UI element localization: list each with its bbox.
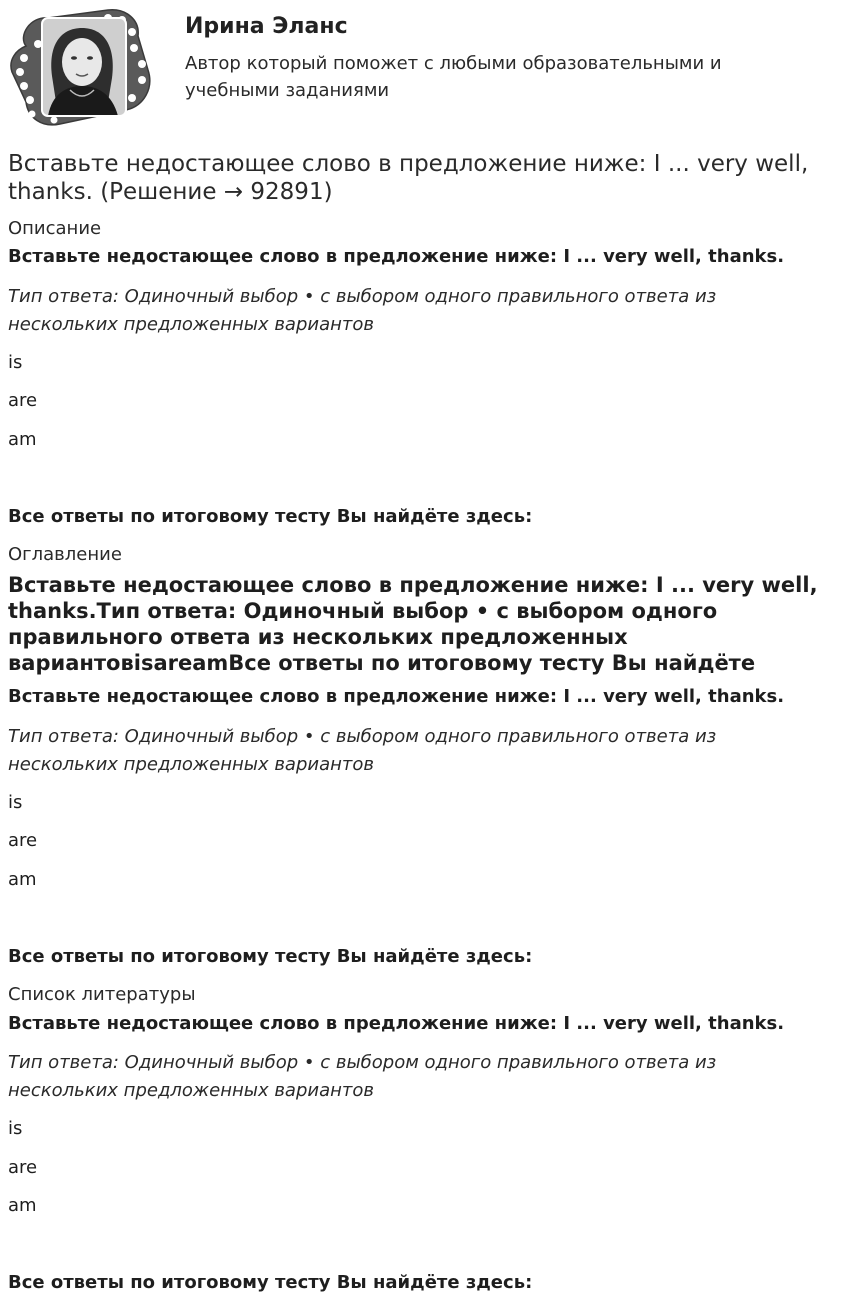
question-text: Вставьте недостающее слово в предложение ниже: I ... very well, thanks. [8, 1013, 785, 1034]
author-avatar[interactable] [8, 6, 153, 128]
all-answers-text: Все ответы по итоговому тесту Вы найдёте здесь: [8, 1272, 533, 1293]
option-is: is [8, 352, 23, 373]
page [8, 0, 838, 1293]
option-are: are [8, 1157, 38, 1178]
question-text: Вставьте недостающее слово в предложение ниже: I ... very well, thanks. [8, 686, 785, 707]
section-label-description: Описание [8, 218, 102, 239]
toc-heading[interactable]: Вставьте недостающее слово в предложение ниже: I ... very well, thanks.Тип ответа: Одиночный выбор • с выбором одного правильного ответа из нескольких предложенных вариантовisareamВсе ответы по итоговому тесту Вы найдёте [8, 573, 818, 675]
answer-type: Тип ответа: Одиночный выбор • с выбором одного правильного ответа из нескольких предложенных вариантов [8, 1052, 717, 1101]
page-title: Вставьте недостающее слово в предложение ниже: I ... very well, thanks. (Решение → 92891) [8, 151, 809, 205]
all-answers-text: Все ответы по итоговому тесту Вы найдёте здесь: [8, 506, 533, 527]
question-text: Вставьте недостающее слово в предложение ниже: I ... very well, thanks. [8, 246, 785, 267]
author-description: Автор который поможет с любыми образовательными и учебными заданиями [185, 53, 722, 101]
answer-type: Тип ответа: Одиночный выбор • с выбором одного правильного ответа из нескольких предложенных вариантов [8, 286, 717, 335]
option-am: am [8, 869, 37, 890]
option-is: is [8, 792, 23, 813]
author-name[interactable]: Ирина Эланс [185, 14, 348, 39]
section-label-toc: Оглавление [8, 544, 122, 565]
all-answers-text: Все ответы по итоговому тесту Вы найдёте здесь: [8, 946, 533, 967]
option-is: is [8, 1118, 23, 1139]
answer-type: Тип ответа: Одиночный выбор • с выбором одного правильного ответа из нескольких предложенных вариантов [8, 726, 717, 775]
option-am: am [8, 429, 37, 450]
option-are: are [8, 390, 38, 411]
author-header [8, 0, 838, 135]
section-label-references: Список литературы [8, 984, 196, 1005]
option-am: am [8, 1195, 37, 1216]
option-are: are [8, 830, 38, 851]
